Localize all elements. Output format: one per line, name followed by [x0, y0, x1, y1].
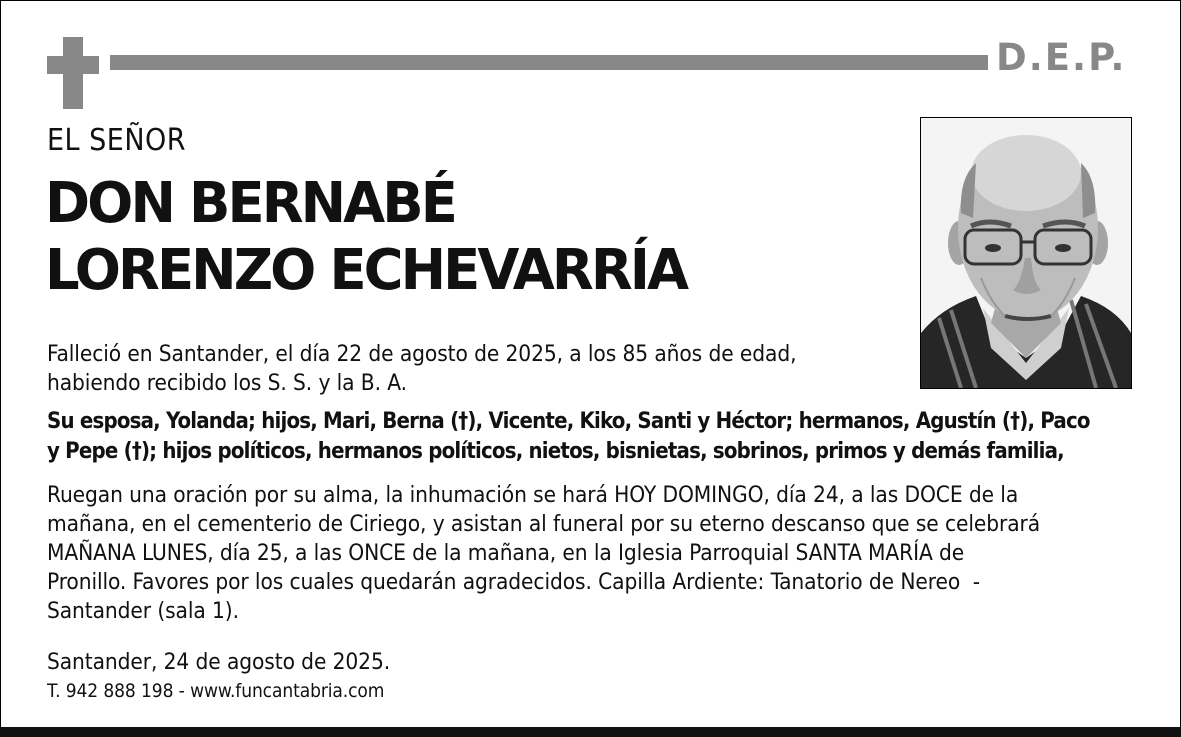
- service-details: [47, 481, 1157, 626]
- death-line-1: Falleció en Santander, el día 22 de agosto de 2025, a los 85 años de edad,: [47, 341, 797, 367]
- contact-info: T. 942 888 198 - www.funcantabria.com: [47, 680, 385, 702]
- dep-title: D.E.P.: [996, 36, 1127, 79]
- header-rule: [110, 55, 988, 70]
- service-line-1: Ruegan una oración por su alma, la inhumación se hará HOY DOMINGO, día 24, a las DOCE de la: [47, 482, 1019, 508]
- bottom-rule: [0, 727, 1181, 737]
- family-line-2: y Pepe (†); hijos políticos, hermanos políticos, nietos, bisnietas, sobrinos, primos y demás familia,: [47, 439, 1064, 464]
- death-line-2: habiendo recibido los S. S. y la B. A.: [47, 370, 407, 396]
- service-line-3: MAÑANA LUNES, día 25, a las ONCE de la mañana, en la Iglesia Parroquial SANTA MARÍA de: [47, 540, 965, 566]
- service-line-4: Pronillo. Favores por los cuales quedarán agradecidos. Capilla Ardiente: Tanatorio de Nereo -: [47, 569, 980, 595]
- name-line-2: LORENZO ECHEVARRÍA: [45, 238, 687, 303]
- honorific: EL SEÑOR: [47, 123, 187, 158]
- family-list: [47, 407, 1147, 467]
- death-announcement: [47, 340, 907, 398]
- service-line-5: Santander (sala 1).: [47, 598, 239, 624]
- deceased-name: [45, 170, 860, 304]
- portrait-photo: [920, 117, 1132, 389]
- latin-cross-icon-arm: [47, 56, 99, 74]
- service-line-2: mañana, en el cementerio de Ciriego, y asistan al funeral por su eterno descanso que se celebrará: [47, 511, 1041, 537]
- family-line-1: Su esposa, Yolanda; hijos, Mari, Berna (†), Vicente, Kiko, Santi y Héctor; hermanos, Agustín (†), Paco: [47, 409, 1090, 434]
- name-line-1: DON BERNABÉ: [45, 171, 455, 236]
- place-date: Santander, 24 de agosto de 2025.: [47, 649, 391, 675]
